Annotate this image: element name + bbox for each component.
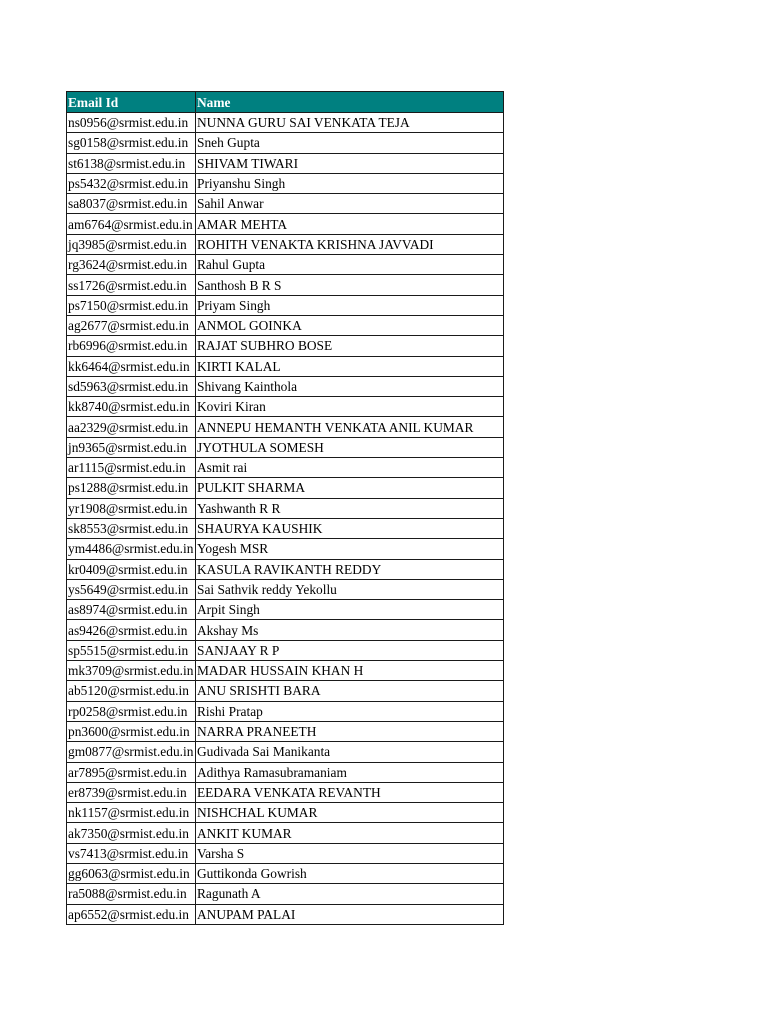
- table-row: [67, 194, 504, 214]
- name-cell: ROHITH VENAKTA KRISHNA JAVVADI: [196, 234, 504, 254]
- name-cell: JYOTHULA SOMESH: [196, 437, 504, 457]
- table-row: [67, 579, 504, 599]
- email-cell: rb6996@srmist.edu.in: [67, 336, 196, 356]
- name-cell: Yashwanth R R: [196, 498, 504, 518]
- email-cell: ys5649@srmist.edu.in: [67, 579, 196, 599]
- table-row: [67, 518, 504, 538]
- name-cell: SHAURYA KAUSHIK: [196, 518, 504, 538]
- table-row: [67, 843, 504, 863]
- name-cell: Arpit Singh: [196, 600, 504, 620]
- table-row: [67, 782, 504, 802]
- table-row: [67, 376, 504, 396]
- email-cell: ra5088@srmist.edu.in: [67, 884, 196, 904]
- email-cell: am6764@srmist.edu.in: [67, 214, 196, 234]
- table-row: [67, 458, 504, 478]
- header-row: [67, 92, 504, 113]
- name-cell: ANUPAM PALAI: [196, 904, 504, 924]
- table-row: [67, 701, 504, 721]
- table-row: [67, 173, 504, 193]
- name-cell: RAJAT SUBHRO BOSE: [196, 336, 504, 356]
- email-cell: yr1908@srmist.edu.in: [67, 498, 196, 518]
- name-cell: NISHCHAL KUMAR: [196, 803, 504, 823]
- email-cell: aa2329@srmist.edu.in: [67, 417, 196, 437]
- name-cell: Rishi Pratap: [196, 701, 504, 721]
- table-row: [67, 559, 504, 579]
- email-cell: rp0258@srmist.edu.in: [67, 701, 196, 721]
- name-cell: SANJAAY R P: [196, 640, 504, 660]
- name-column-header: Name: [196, 92, 504, 113]
- email-cell: jn9365@srmist.edu.in: [67, 437, 196, 457]
- table-body: [67, 113, 504, 925]
- name-cell: Priyanshu Singh: [196, 173, 504, 193]
- table-row: [67, 498, 504, 518]
- name-cell: AMAR MEHTA: [196, 214, 504, 234]
- table-row: [67, 863, 504, 883]
- email-cell: ps7150@srmist.edu.in: [67, 295, 196, 315]
- email-cell: ap6552@srmist.edu.in: [67, 904, 196, 924]
- name-cell: Guttikonda Gowrish: [196, 863, 504, 883]
- email-cell: as9426@srmist.edu.in: [67, 620, 196, 640]
- table-row: [67, 721, 504, 741]
- table-row: [67, 904, 504, 924]
- email-cell: ar1115@srmist.edu.in: [67, 458, 196, 478]
- table-row: [67, 803, 504, 823]
- email-cell: st6138@srmist.edu.in: [67, 153, 196, 173]
- email-cell: er8739@srmist.edu.in: [67, 782, 196, 802]
- name-cell: Gudivada Sai Manikanta: [196, 742, 504, 762]
- table-header: [67, 92, 504, 113]
- email-cell: vs7413@srmist.edu.in: [67, 843, 196, 863]
- name-cell: PULKIT SHARMA: [196, 478, 504, 498]
- email-cell: ar7895@srmist.edu.in: [67, 762, 196, 782]
- name-cell: Yogesh MSR: [196, 539, 504, 559]
- email-cell: sp5515@srmist.edu.in: [67, 640, 196, 660]
- name-cell: KASULA RAVIKANTH REDDY: [196, 559, 504, 579]
- email-cell: as8974@srmist.edu.in: [67, 600, 196, 620]
- table-row: [67, 356, 504, 376]
- table-row: [67, 884, 504, 904]
- table-row: [67, 295, 504, 315]
- name-cell: Priyam Singh: [196, 295, 504, 315]
- email-cell: ss1726@srmist.edu.in: [67, 275, 196, 295]
- email-cell: nk1157@srmist.edu.in: [67, 803, 196, 823]
- name-cell: EEDARA VENKATA REVANTH: [196, 782, 504, 802]
- table-row: [67, 315, 504, 335]
- table-row: [67, 397, 504, 417]
- table-row: [67, 742, 504, 762]
- table-row: [67, 255, 504, 275]
- table-row: [67, 113, 504, 133]
- email-cell: ym4486@srmist.edu.in: [67, 539, 196, 559]
- email-cell: kr0409@srmist.edu.in: [67, 559, 196, 579]
- email-cell: ns0956@srmist.edu.in: [67, 113, 196, 133]
- name-cell: ANKIT KUMAR: [196, 823, 504, 843]
- spreadsheet-table-container: [66, 91, 503, 925]
- name-cell: Koviri Kiran: [196, 397, 504, 417]
- name-cell: Sahil Anwar: [196, 194, 504, 214]
- name-cell: Adithya Ramasubramaniam: [196, 762, 504, 782]
- table-row: [67, 417, 504, 437]
- name-cell: Shivang Kainthola: [196, 376, 504, 396]
- table-row: [67, 620, 504, 640]
- email-id-column-header: Email Id: [67, 92, 196, 113]
- table-row: [67, 234, 504, 254]
- email-cell: rg3624@srmist.edu.in: [67, 255, 196, 275]
- email-cell: sd5963@srmist.edu.in: [67, 376, 196, 396]
- email-cell: gg6063@srmist.edu.in: [67, 863, 196, 883]
- table-row: [67, 214, 504, 234]
- table-row: [67, 539, 504, 559]
- email-cell: pn3600@srmist.edu.in: [67, 721, 196, 741]
- email-cell: sg0158@srmist.edu.in: [67, 133, 196, 153]
- table-row: [67, 133, 504, 153]
- table-row: [67, 437, 504, 457]
- name-cell: MADAR HUSSAIN KHAN H: [196, 661, 504, 681]
- name-cell: SHIVAM TIWARI: [196, 153, 504, 173]
- name-cell: Varsha S: [196, 843, 504, 863]
- table-row: [67, 600, 504, 620]
- name-cell: Santhosh B R S: [196, 275, 504, 295]
- table-row: [67, 762, 504, 782]
- table-row: [67, 661, 504, 681]
- name-cell: Ragunath A: [196, 884, 504, 904]
- table-row: [67, 640, 504, 660]
- name-cell: NARRA PRANEETH: [196, 721, 504, 741]
- name-cell: KIRTI KALAL: [196, 356, 504, 376]
- email-cell: kk8740@srmist.edu.in: [67, 397, 196, 417]
- table-row: [67, 478, 504, 498]
- name-cell: ANU SRISHTI BARA: [196, 681, 504, 701]
- email-cell: sa8037@srmist.edu.in: [67, 194, 196, 214]
- email-cell: kk6464@srmist.edu.in: [67, 356, 196, 376]
- name-cell: Sai Sathvik reddy Yekollu: [196, 579, 504, 599]
- email-cell: ag2677@srmist.edu.in: [67, 315, 196, 335]
- email-cell: ak7350@srmist.edu.in: [67, 823, 196, 843]
- email-cell: mk3709@srmist.edu.in: [67, 661, 196, 681]
- table-row: [67, 275, 504, 295]
- email-cell: sk8553@srmist.edu.in: [67, 518, 196, 538]
- table-row: [67, 336, 504, 356]
- name-cell: Sneh Gupta: [196, 133, 504, 153]
- email-cell: ab5120@srmist.edu.in: [67, 681, 196, 701]
- table-row: [67, 153, 504, 173]
- name-cell: ANMOL GOINKA: [196, 315, 504, 335]
- email-cell: ps1288@srmist.edu.in: [67, 478, 196, 498]
- email-cell: gm0877@srmist.edu.in: [67, 742, 196, 762]
- name-cell: NUNNA GURU SAI VENKATA TEJA: [196, 113, 504, 133]
- email-name-table: [66, 91, 504, 925]
- name-cell: Rahul Gupta: [196, 255, 504, 275]
- name-cell: ANNEPU HEMANTH VENKATA ANIL KUMAR: [196, 417, 504, 437]
- name-cell: Akshay Ms: [196, 620, 504, 640]
- email-cell: jq3985@srmist.edu.in: [67, 234, 196, 254]
- table-row: [67, 823, 504, 843]
- name-cell: Asmit rai: [196, 458, 504, 478]
- table-row: [67, 681, 504, 701]
- email-cell: ps5432@srmist.edu.in: [67, 173, 196, 193]
